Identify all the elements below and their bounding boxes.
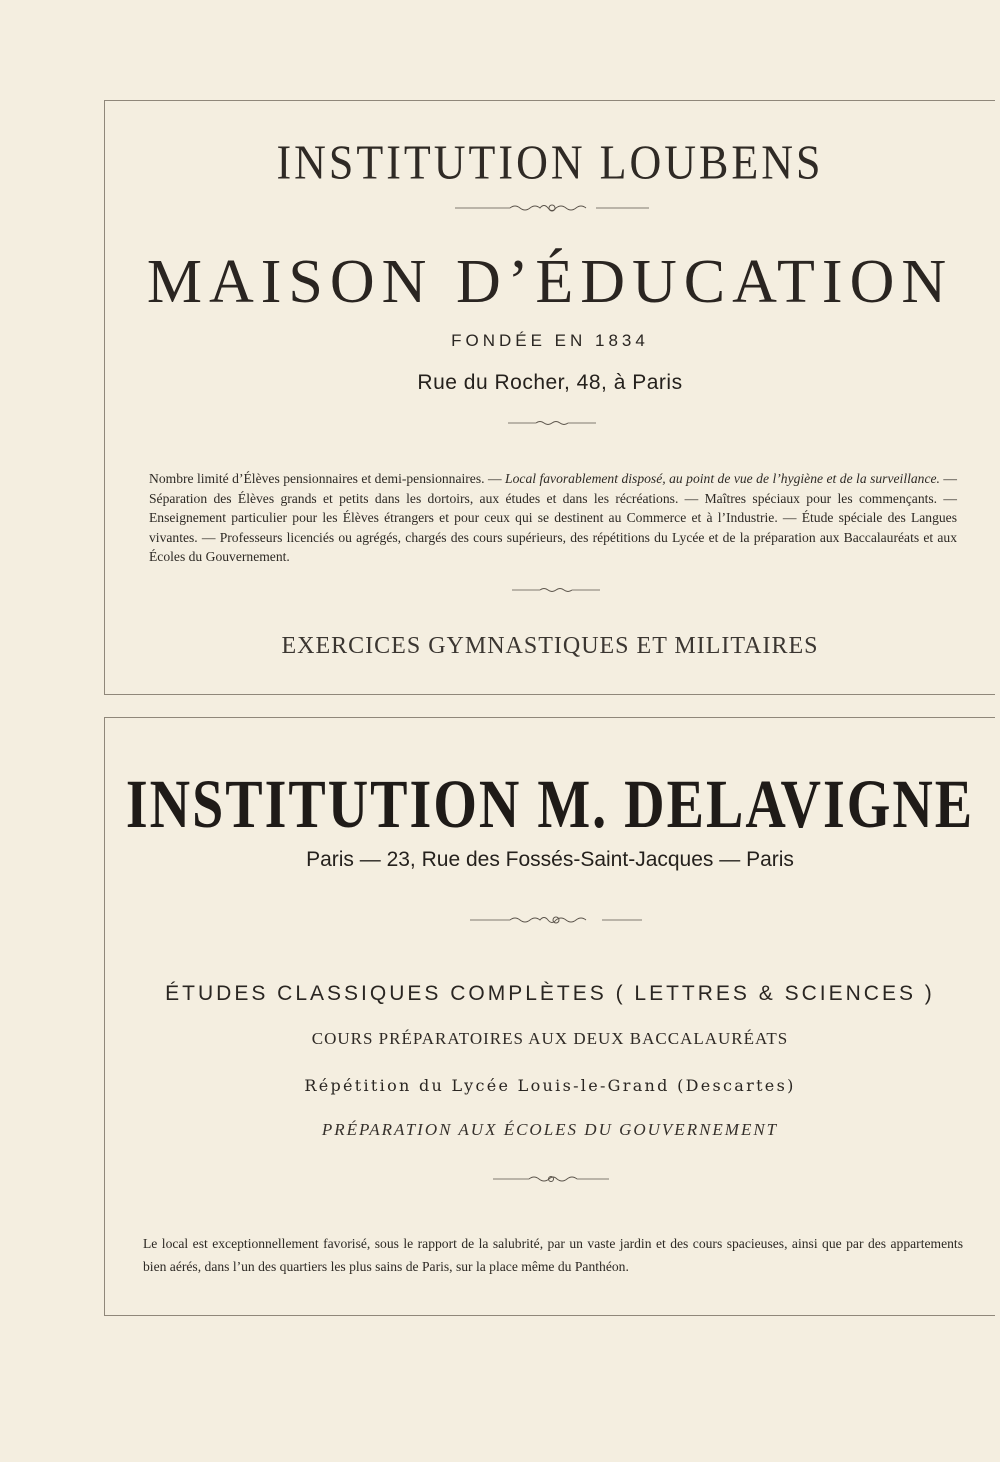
- ornament-divider: [455, 202, 649, 214]
- advertisement-institution-delavigne: [104, 717, 995, 1316]
- ad-subtitle: MAISON D’ÉDUCATION: [146, 248, 954, 316]
- advertisement-institution-loubens: [104, 100, 995, 695]
- ad-title: INSTITUTION LOUBENS: [276, 135, 824, 190]
- ornament-divider: [493, 1174, 609, 1184]
- address: Paris — 23, Rue des Fossés-Saint-Jacques — Paris: [306, 848, 794, 871]
- description-text: Nombre limité d’Élèves pensionnaires et demi-pensionnaires. —: [149, 471, 506, 486]
- description: Le local est exceptionnellement favorisé, sous le rapport de la salubrité, par un vaste jardin et des cours spacieuses, ainsi que par des appartements bien aérés, dans l’un des quartiers les plus sains de Paris, sur la place même du Panthéon.: [143, 1236, 963, 1274]
- repetition-line: Répétition du Lycée Louis-le-Grand (Descartes): [304, 1076, 796, 1095]
- ornament-divider: [508, 419, 596, 427]
- address: Rue du Rocher, 48, à Paris: [417, 371, 683, 394]
- description-text: — Séparation des Élèves grands et petits dans les dortoirs, aux études et dans les récréations. — Maîtres spéciaux pour les commençants. — Enseignement particulier pour les Élèves étrangers et pour ceux qui se destinent au Commerce et à l’Industrie. — Étude spéciale des Langues vivantes. — Professeurs licenciés ou agrégés, chargés des cours supérieurs, des répétitions du Lycée et de la préparation aux Baccalauréats et aux Écoles du Gouvernement.: [149, 471, 957, 564]
- courses-line: COURS PRÉPARATOIRES AUX DEUX BACCALAURÉATS: [311, 1029, 789, 1048]
- ornament-divider: [470, 914, 642, 926]
- ad-title: INSTITUTION M. DELAVIGNE: [125, 767, 975, 843]
- preparation-line: PRÉPARATION AUX ÉCOLES DU GOUVERNEMENT: [321, 1120, 779, 1139]
- ornament-divider: [512, 586, 600, 594]
- description-italic: Local favorablement disposé, au point de vue de l’hygiène et de la surveillance.: [505, 471, 940, 486]
- description: [149, 469, 957, 567]
- founded-date: FONDÉE EN 1834: [451, 331, 649, 350]
- studies-heading: ÉTUDES CLASSIQUES COMPLÈTES ( LETTRES & SCIENCES ): [165, 982, 935, 1005]
- ad-footer: EXERCICES GYMNASTIQUES ET MILITAIRES: [281, 633, 819, 659]
